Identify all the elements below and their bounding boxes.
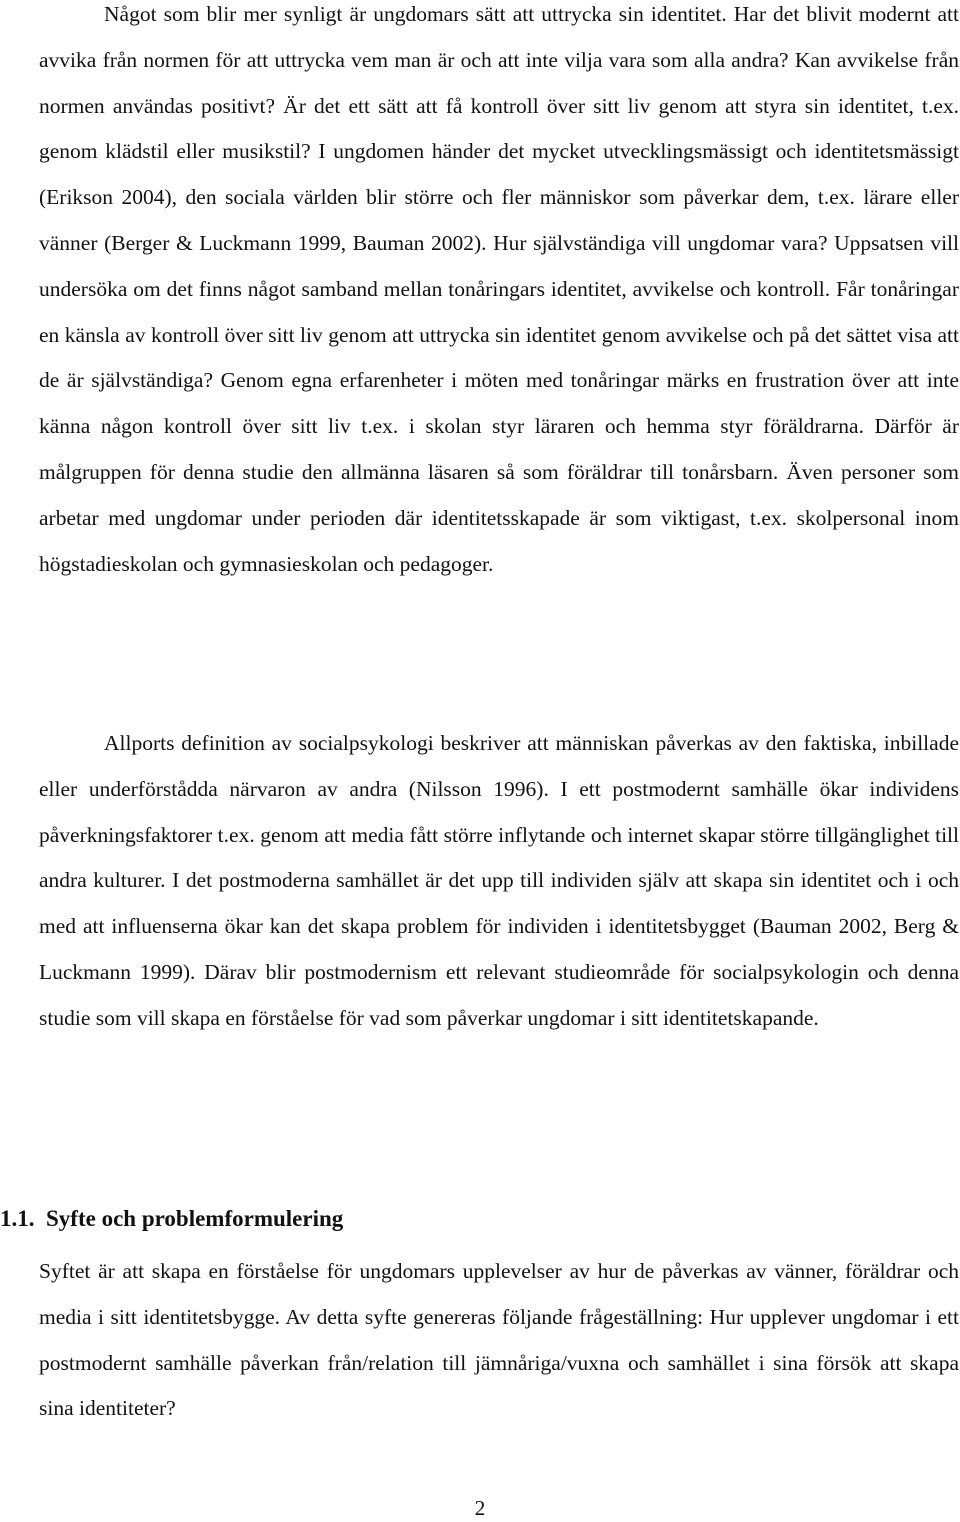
section-paragraph: Syftet är att skapa en förståelse för ungdomars upplevelser av hur de påverkas av vänner, föräldrar och media i sitt identitetsbygge. Av detta syfte genereras följande frågeställning: Hur upplever ungdomar i ett postmodernt samhälle påverkan från/relation till jämnåriga/vuxna och samhället i sina försök att skapa sina identiteter? xyxy=(39,1259,959,1421)
page-number: 2 xyxy=(474,1496,486,1520)
body-paragraph: Något som blir mer synligt är ungdomars sätt att uttrycka sin identitet. Har det blivit modernt att avvika från normen för att uttrycka vem man är och att inte vilja vara som alla andra? Kan avvikelse från normen användas positivt? Är det ett sätt att få kontroll över sitt liv genom att styra sin identitet, t.ex. genom klädstil eller musikstil? I ungdomen händer det mycket utvecklingsmässigt och identitetsmässigt (Erikson 2004), den sociala världen blir större och fler människor som påverkar dem, t.ex. lärare eller vänner (Berger & Luckmann 1999, Bauman 2002). Hur självständiga vill ungdomar vara? Uppsatsen vill undersöka om det finns något samband mellan tonåringars identitet, avvikelse och kontroll. Får tonåringar en känsla av kontroll över sitt liv genom att uttrycka sin identitet genom avvikelse och på det sättet visa att de är självständiga? Genom egna erfarenheter i möten med tonåringar märks en frustration över att inte känna någon kontroll över sitt liv t.ex. i skolan styr läraren och hemma styr föräldrarna. Därför är målgruppen för denna studie den allmänna läsaren så som föräldrar till tonårsbarn. Även personer som arbetar med ungdomar under perioden där identitetsskapade är som viktigast, t.ex. skolpersonal inom högstadieskolan och gymnasieskolan och pedagoger. xyxy=(39,2,959,576)
section-number: 1.1. xyxy=(0,1206,35,1231)
section-title: Syfte och problemformulering xyxy=(46,1206,344,1231)
body-paragraph: Allports definition av socialpsykologi beskriver att människan påverkas av den faktiska, inbillade eller underförstådda närvaron av andra (Nilsson 1996). I ett postmodernt samhälle ökar individens påverkningsfaktorer t.ex. genom att media fått större inflytande och internet skapar större tillgänglighet till andra kulturer. I det postmoderna samhället är det upp till individen själv att skapa sin identitet och i och med att influenserna ökar kan det skapa problem för individen i identitetsbygget (Bauman 2002, Berg & Luckmann 1999). Därav blir postmodernism ett relevant studieområde för socialpsykologin och denna studie som vill skapa en förståelse för vad som påverkar ungdomar i sitt identitetskapande. xyxy=(39,731,959,1030)
section-heading xyxy=(0,1203,343,1235)
